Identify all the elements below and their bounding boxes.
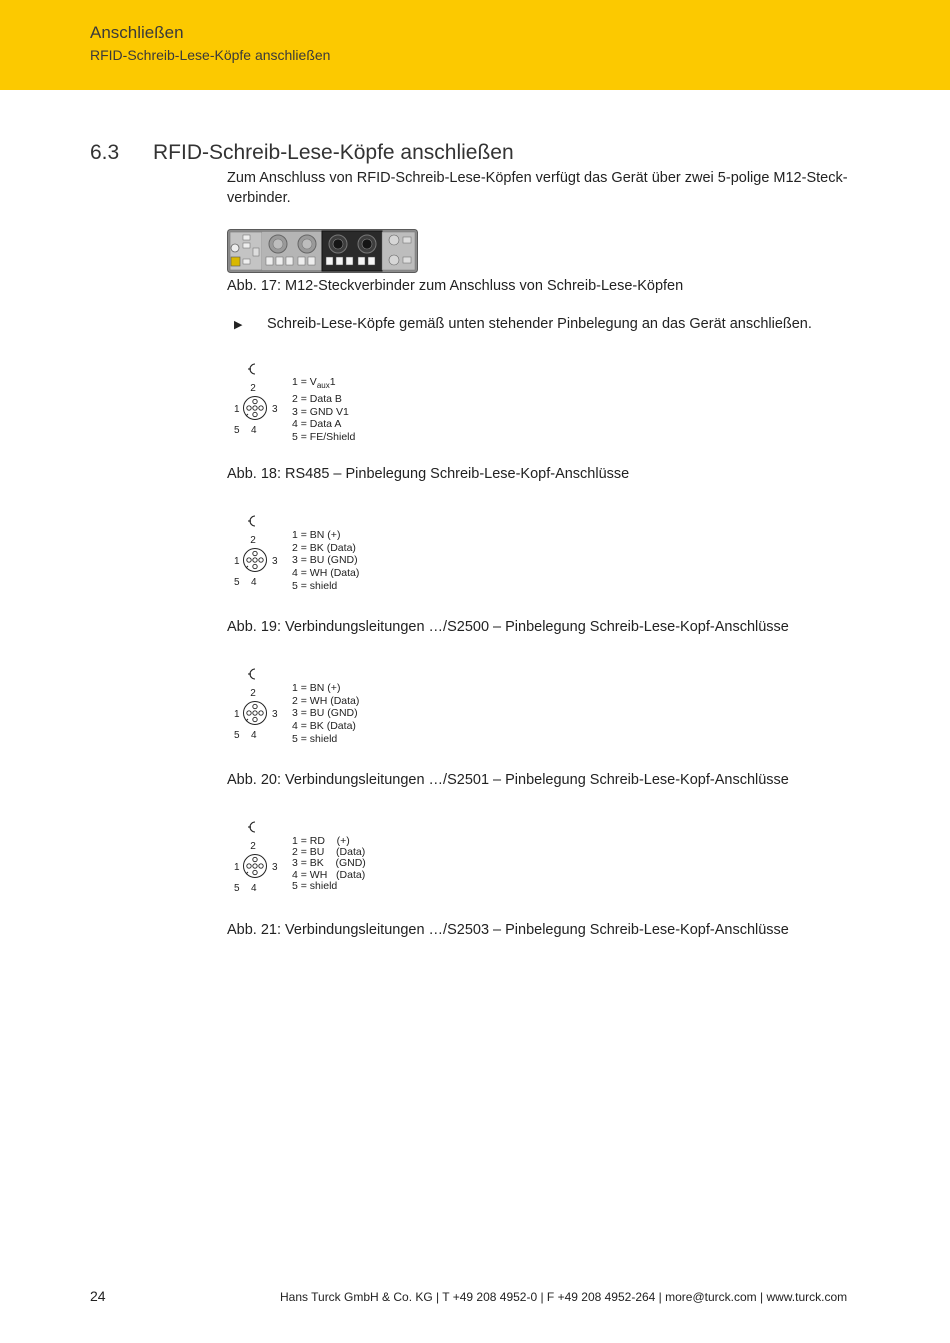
pin-label-4: 4 xyxy=(251,730,257,741)
figure-20-caption: Abb. 20: Verbindungsleitungen …/S2501 – Pinbelegung Schreib-Lese-Kopf-Anschlüsse xyxy=(227,772,789,788)
pin-4-assignment: 4 = WH (Data) xyxy=(292,868,366,881)
arrow-bullet-icon: ▶ xyxy=(234,319,243,331)
figure-20-pin-list xyxy=(292,682,359,746)
pin-label-2: 2 xyxy=(250,841,256,852)
pin-1-assignment: 1 = BN (+) xyxy=(292,529,341,541)
pin-label-4: 4 xyxy=(251,883,257,894)
pin-5-assignment: 5 = shield xyxy=(292,579,338,592)
chapter-subtitle: RFID-Schreib-Lese-Köpfe anschließen xyxy=(90,47,331,63)
chapter-title: Anschließen xyxy=(90,23,184,42)
pin-label-1: 1 xyxy=(234,709,240,720)
pin-label-2: 2 xyxy=(250,383,256,394)
figure-18-caption: Abb. 18: RS485 – Pinbelegung Schreib-Lese-Kopf-Anschlüsse xyxy=(227,466,630,482)
pin-label-1: 1 xyxy=(234,556,240,567)
pin-4-assignment: 4 = Data A xyxy=(292,418,342,431)
pin-2-assignment: 2 = Data B xyxy=(292,392,342,405)
figure-17-caption: Abb. 17: M12-Steckverbinder zum Anschluss von Schreib-Lese-Köpfen xyxy=(227,278,684,294)
figure-19-pin-list xyxy=(292,529,359,593)
pin-label-1: 1 xyxy=(234,862,240,873)
pin-3-assignment: 3 = BU (GND) xyxy=(292,554,358,567)
pin-label-5: 5 xyxy=(234,883,240,894)
pin-label-5: 5 xyxy=(234,425,240,436)
section-title: RFID-Schreib-Lese-Köpfe anschließen xyxy=(153,141,514,164)
pin-3-assignment: 3 = BK (GND) xyxy=(292,857,366,870)
header-band xyxy=(0,0,950,90)
pin-label-2: 2 xyxy=(250,688,256,699)
page-number: 24 xyxy=(90,1288,106,1304)
pin-label-3: 3 xyxy=(272,404,278,415)
figure-21-caption: Abb. 21: Verbindungsleitungen …/S2503 – Pinbelegung Schreib-Lese-Kopf-Anschlüsse xyxy=(227,922,789,938)
pin-label-5: 5 xyxy=(234,577,240,588)
pin-5-assignment: 5 = shield xyxy=(292,879,338,892)
pin-2-assignment: 2 = BK (Data) xyxy=(292,541,356,554)
pin-3-assignment: 3 = BU (GND) xyxy=(292,707,358,720)
device-connector-illustration xyxy=(227,229,418,278)
pin-4-assignment: 4 = BK (Data) xyxy=(292,720,356,733)
pin-1-assignment: 1 = RD (+) xyxy=(292,835,350,847)
pin-label-3: 3 xyxy=(272,709,278,720)
footer-contact-info: Hans Turck GmbH & Co. KG | T +49 208 4952-0 | F +49 208 4952-264 | more@turck.com | www.turck.com xyxy=(280,1290,848,1304)
pin-5-assignment: 5 = FE/Shield xyxy=(292,430,356,443)
pin-label-5: 5 xyxy=(234,730,240,741)
m12-connector-diagram xyxy=(232,515,278,588)
intro-paragraph: Zum Anschluss von RFID-Schreib-Lese-Köpfen verfügt das Gerät über zwei 5-polige M12-Steck-verbinder. xyxy=(227,170,848,206)
pin-1-assignment: $1 = V_{aux}1$ xyxy=(292,376,336,391)
pin-2-assignment: 2 = BU (Data) xyxy=(292,846,366,859)
m12-connector-diagram xyxy=(232,821,278,894)
pin-label-4: 4 xyxy=(251,425,257,436)
pin-label-4: 4 xyxy=(251,577,257,588)
pin-label-2: 2 xyxy=(250,535,256,546)
pin-4-assignment: 4 = WH (Data) xyxy=(292,567,360,580)
figure-19-caption: Abb. 19: Verbindungsleitungen …/S2500 – Pinbelegung Schreib-Lese-Kopf-Anschlüsse xyxy=(227,619,789,635)
pin-5-assignment: 5 = shield xyxy=(292,732,338,745)
pin-label-3: 3 xyxy=(272,862,278,873)
pin-2-assignment: 2 = WH (Data) xyxy=(292,694,360,707)
figure-18-pin-list xyxy=(292,376,355,444)
pin-1-assignment: 1 = BN (+) xyxy=(292,682,341,694)
m12-connector-diagram xyxy=(232,363,278,436)
figure-21-pin-list xyxy=(292,836,366,892)
pin-label-3: 3 xyxy=(272,556,278,567)
section-number: 6.3 xyxy=(90,141,120,164)
m12-connector-diagram xyxy=(232,668,278,741)
pin-label-1: 1 xyxy=(234,404,240,415)
instruction-text: Schreib-Lese-Köpfe gemäß unten stehender Pinbelegung an das Gerät anschließen. xyxy=(267,316,812,332)
pin-3-assignment: 3 = GND V1 xyxy=(292,405,349,418)
instruction-step xyxy=(234,316,812,332)
